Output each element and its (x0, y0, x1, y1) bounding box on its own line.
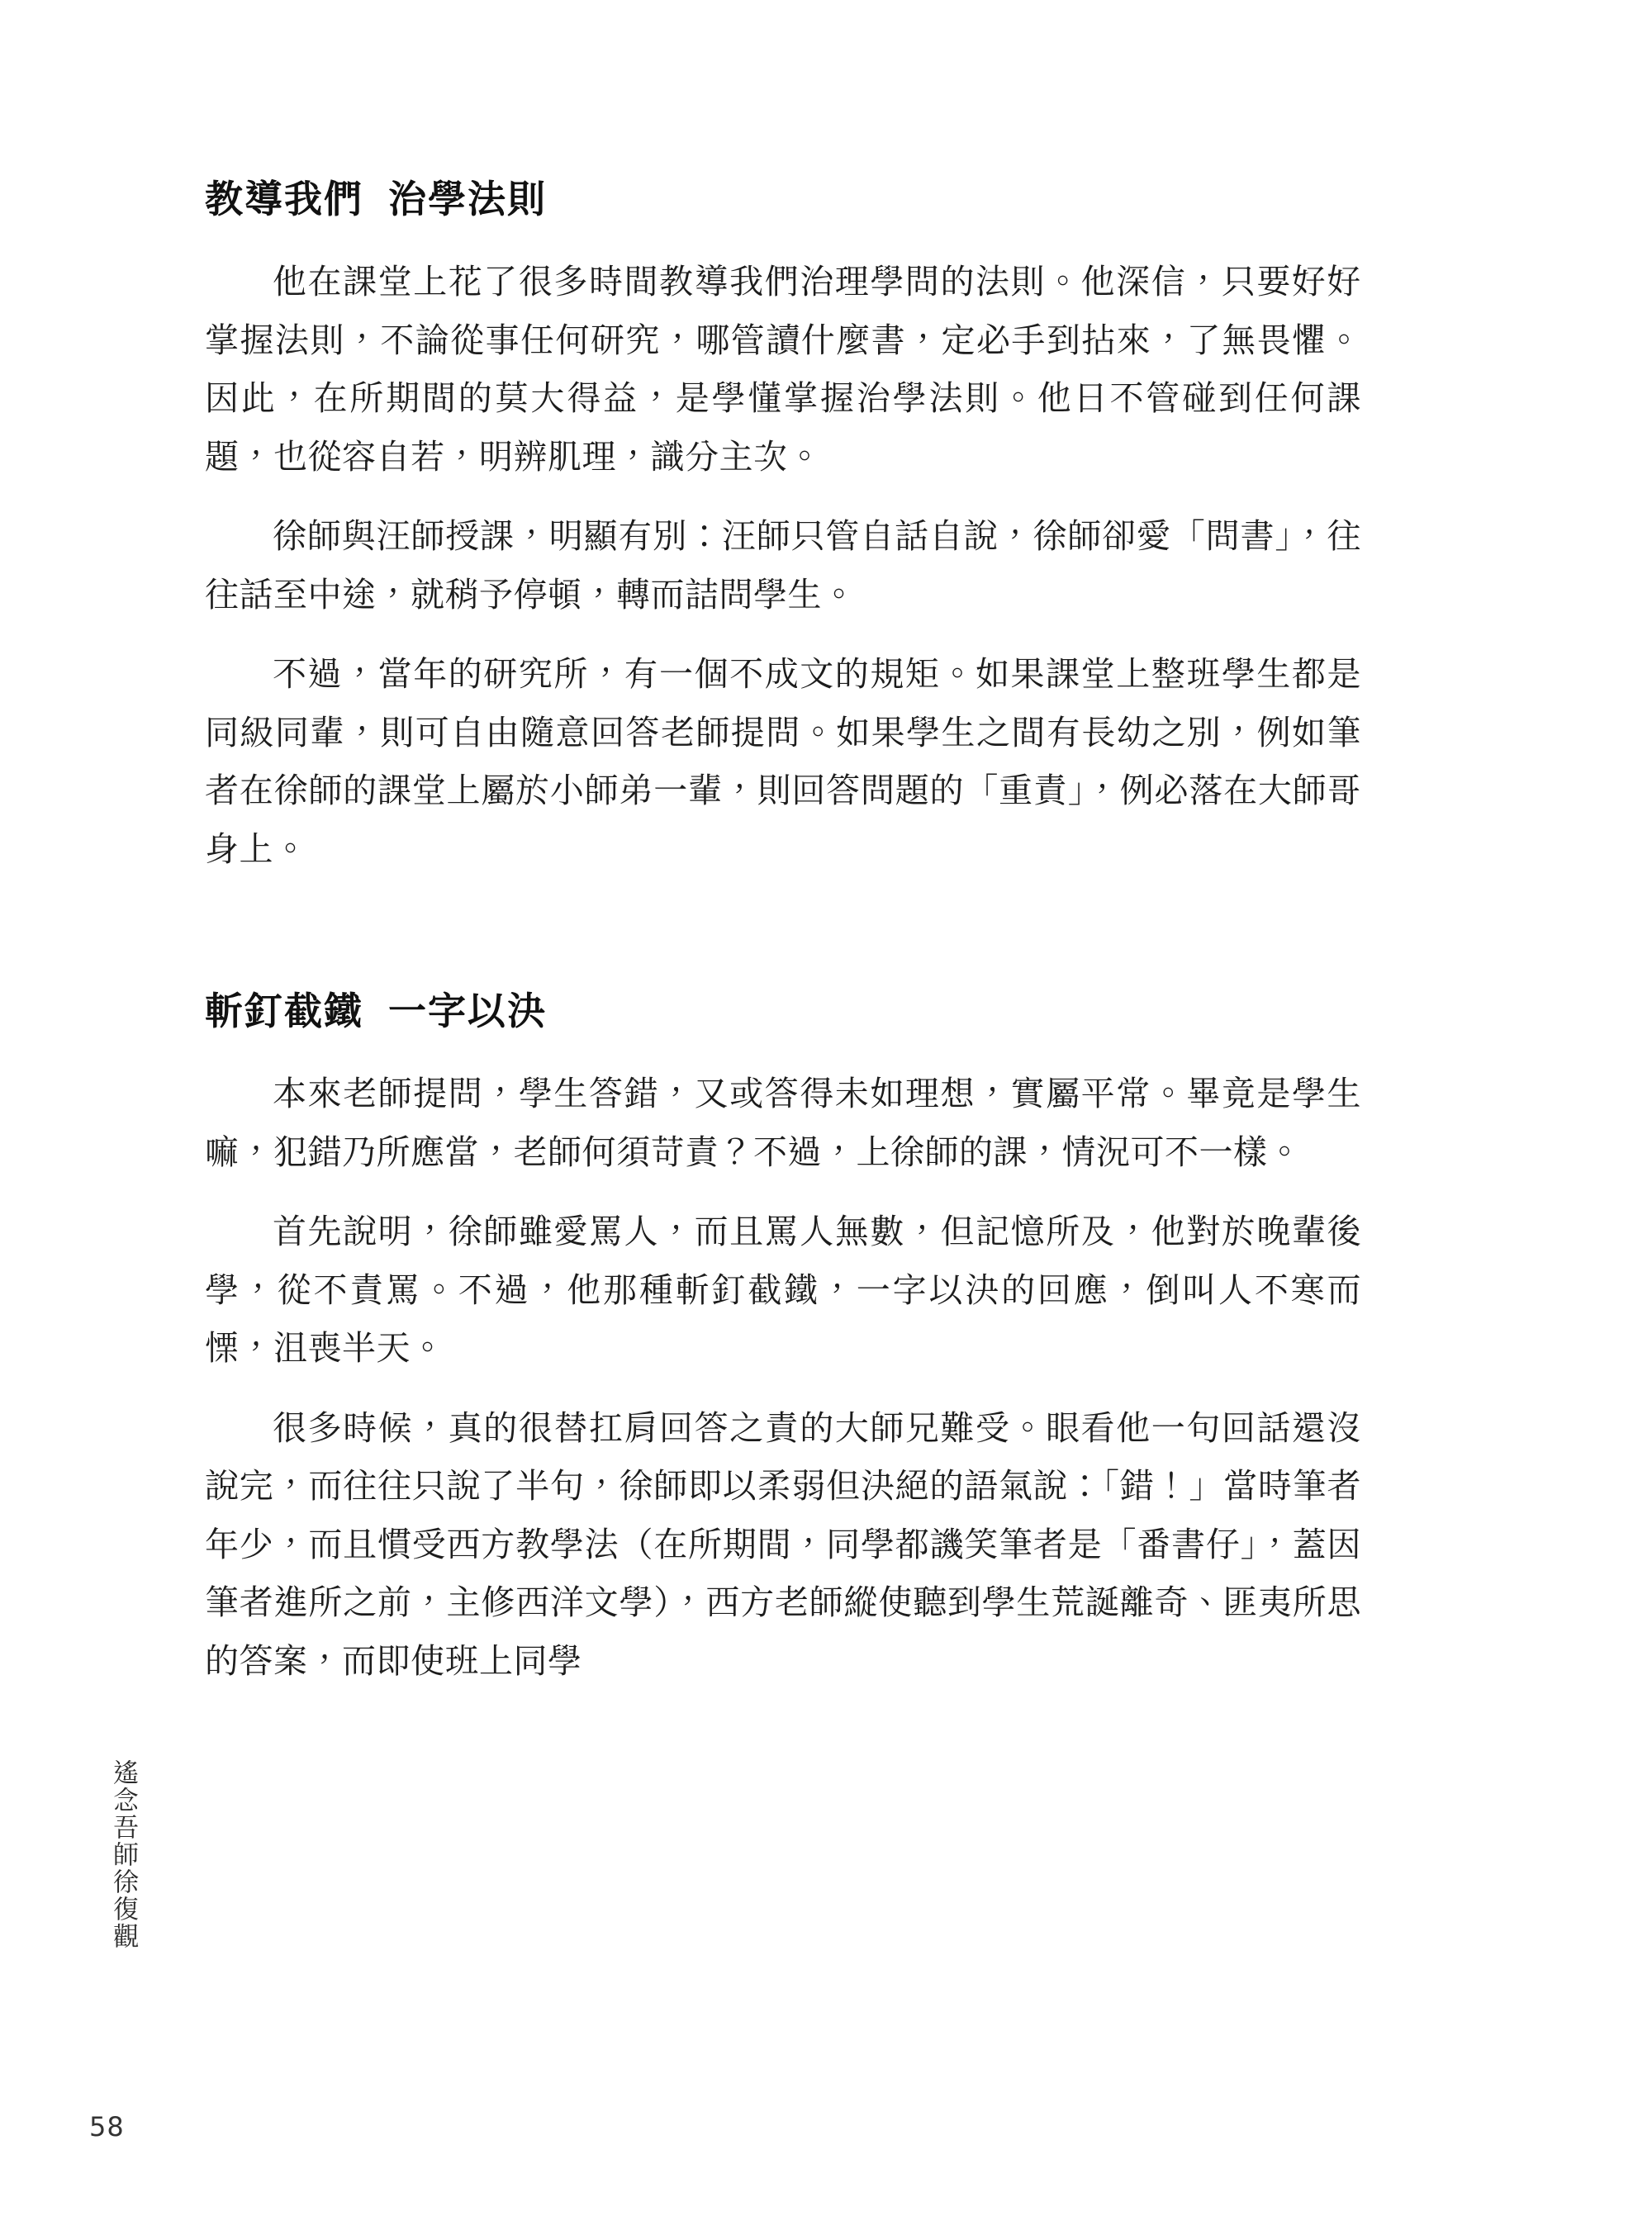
section-divider (205, 899, 1361, 985)
section-heading-1-part1: 教導我們 (205, 177, 363, 221)
paragraph: 本來老師提問，學生答錯，又或答得未如理想，實屬平常。畢竟是學生嘛，犯錯乃所應當，老師何須苛責？不過，上徐師的課，情況可不一樣。 (205, 1074, 1361, 1172)
section-heading-2-part2: 一字以決 (388, 989, 547, 1034)
section-heading-2-part1: 斬釘截鐵 (205, 989, 363, 1034)
running-side-title: 遙念吾師徐復觀 (108, 1759, 138, 1950)
section-heading-1 (205, 173, 1361, 225)
paragraph: 他在課堂上花了很多時間教導我們治理學問的法則。他深信，只要好好掌握法則，不論從事任何研究，哪管讀什麼書，定必手到拈來，了無畏懼。因此，在所期間的莫大得益，是學懂掌握治學法則。他日不管碰到任何課題，也從容自若，明辨肌理，識分主次。 (205, 262, 1361, 477)
paragraph: 首先說明，徐師雖愛罵人，而且罵人無數，但記憶所及，他對於晚輩後學，從不責罵。不過，他那種斬釘截鐵，一字以決的回應，倒叫人不寒而慄，沮喪半天。 (205, 1212, 1361, 1369)
paragraph: 徐師與汪師授課，明顯有別：汪師只管自話自說，徐師卻愛「問書」，往往話至中途，就稍予停頓，轉而詰問學生。 (205, 516, 1361, 615)
section-heading-2 (205, 985, 1361, 1037)
paragraph: 很多時候，真的很替扛肩回答之責的大師兄難受。眼看他一句回話還沒說完，而往往只說了半句，徐師即以柔弱但決絕的語氣說：「錯！」當時筆者年少，而且慣受西方教學法（在所期間，同學都譏笑筆者是「番書仔」，蓋因筆者進所之前，主修西洋文學），西方老師縱使聽到學生荒誕離奇、匪夷所思的答案，而即使班上同學 (205, 1407, 1361, 1681)
section-heading-1-part2: 治學法則 (388, 177, 547, 221)
page-content (205, 173, 1361, 1712)
paragraph: 不過，當年的研究所，有一個不成文的規矩。如果課堂上整班學生都是同級同輩，則可自由隨意回答老師提問。如果學生之間有長幼之別，例如筆者在徐師的課堂上屬於小師弟一輩，則回答問題的「重責」，例必落在大師哥身上。 (205, 654, 1361, 869)
page-number: 58 (89, 2111, 125, 2142)
